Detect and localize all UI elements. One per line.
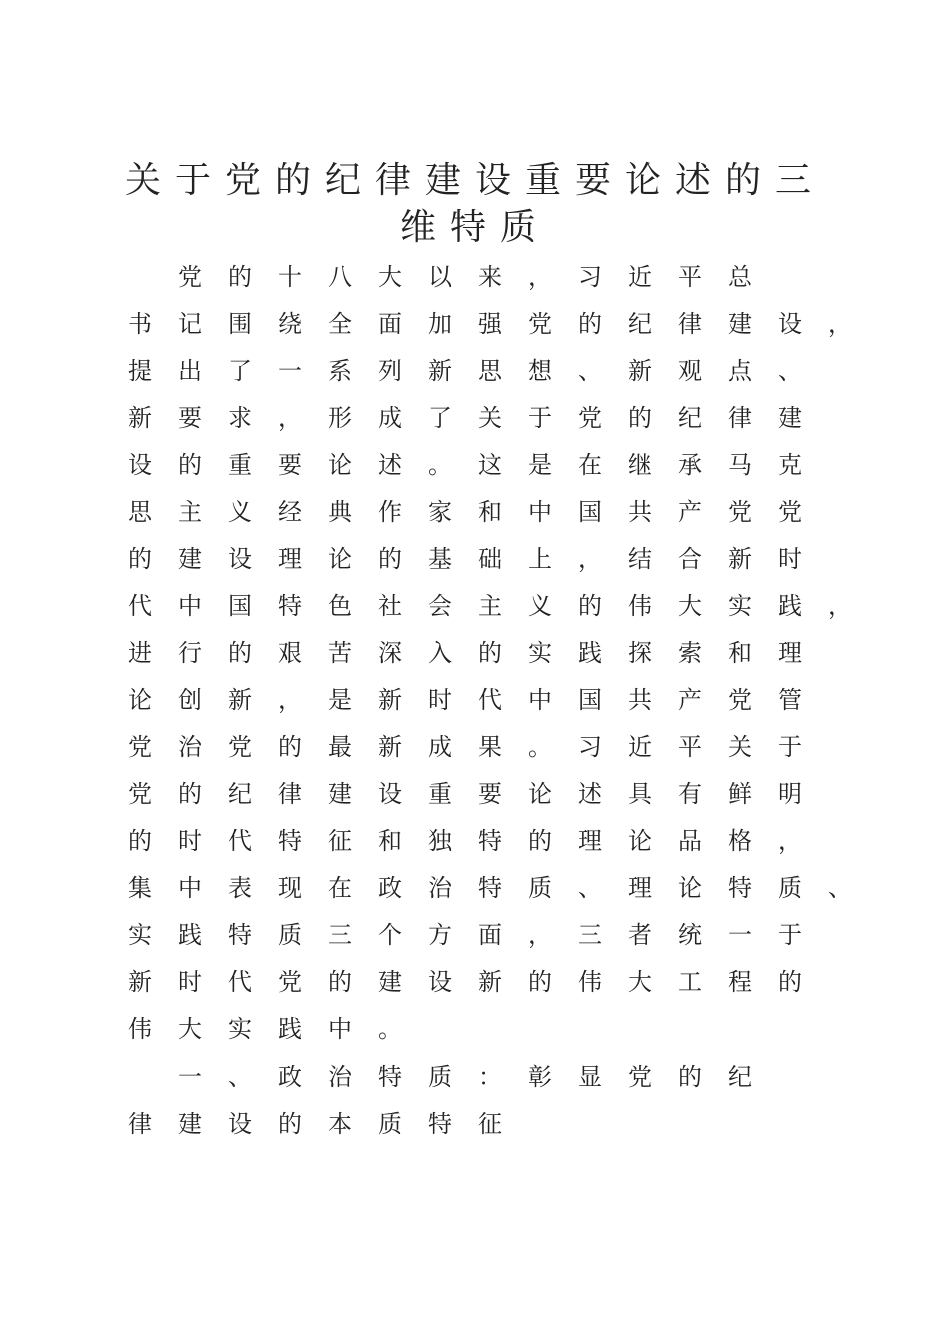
body-line-2: 书记围绕全面加强党的纪律建设， [128, 310, 878, 338]
body-line-14: 集中表现在政治特质、理论特质、 [128, 874, 878, 902]
document-title-line-2: 维特质 [399, 207, 550, 248]
body-line-7: 的建设理论的基础上，结合新时 [128, 545, 828, 573]
body-line-15: 实践特质三个方面，三者统一于 [128, 921, 828, 949]
body-line-11: 党治党的最新成果。习近平关于 [128, 733, 828, 761]
body-line-16: 新时代党的建设新的伟大工程的 [128, 968, 828, 996]
body-line-8: 代中国特色社会主义的伟大实践， [128, 592, 878, 620]
body-line-17: 伟大实践中。 [128, 1015, 428, 1043]
body-line-5: 设的重要论述。这是在继承马克 [128, 451, 828, 479]
document-title-line-1: 关于党的纪律建设重要论述的三 [124, 160, 825, 201]
body-line-6: 思主义经典作家和中国共产党党 [128, 498, 828, 526]
body-line-13: 的时代特征和独特的理论品格， [128, 827, 828, 855]
body-line-4: 新要求，形成了关于党的纪律建 [128, 404, 828, 432]
body-line-12: 党的纪律建设重要论述具有鲜明 [128, 780, 828, 808]
body-line-1: 党的十八大以来，习近平总 [128, 263, 778, 291]
section-heading-line-2: 律建设的本质特征 [128, 1110, 528, 1138]
body-line-3: 提出了一系列新思想、新观点、 [128, 357, 828, 385]
body-line-10: 论创新，是新时代中国共产党管 [128, 686, 828, 714]
section-heading-line-1: 一、政治特质：彰显党的纪 [128, 1063, 778, 1091]
body-line-9: 进行的艰苦深入的实践探索和理 [128, 639, 828, 667]
